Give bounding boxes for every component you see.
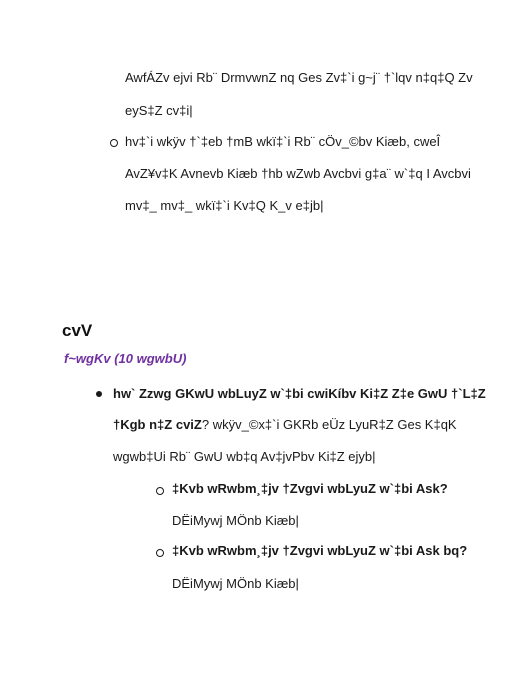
main-bullet-line-1: hw` Zzwg GKwU wbLuyZ w`‡bi cwiKíbv Ki‡Z Z‡e GwU †`L‡Z — [113, 386, 486, 401]
paragraph-line-2: eyS‡Z cv‡i| — [125, 103, 193, 118]
section-subheading: f~wgKv (10 wgwbU) — [64, 351, 187, 366]
main-bullet-line-3: wgwb‡Ui Rb¨ GwU wb‡q Av‡jvPbv Ki‡Z ejyb| — [113, 449, 376, 464]
circle-bullet-icon — [156, 487, 164, 495]
circle-bullet-icon — [110, 139, 118, 147]
main-bullet-line-2: †Kgb n‡Z cviZ? wkÿv_©x‡`i GKRb eÜz LyuR‡Z Ges K‡qK — [113, 417, 457, 432]
bullet-text-line-2: AvZ¥v‡K Avnevb Kiæb †hb wZwb Avcbvi g‡a¨ w`‡q I Avcbvi — [125, 166, 471, 181]
bullet-text-line-1: hv‡`i wkÿv †`‡eb †mB wkï‡`i Rb¨ cÖv_©bv Kiæb, cweÎ — [125, 134, 441, 149]
paragraph-line-1: AwfÁZv ejvi Rb¨ DrmvwnZ nq Ges Zv‡`i g~j¨ †`lqv n‡q‡Q Zv — [125, 70, 473, 85]
bullet-text-line-3: mv‡_ mv‡_ wkï‡`i Kv‡Q K_v e‡jb| — [125, 198, 324, 213]
sub-bullet-question-2: ‡Kvb wRwbm¸‡jv †Zvgvi wbLyuZ w`‡bi Ask bq? — [172, 543, 468, 558]
sub-bullet-question-1: ‡Kvb wRwbm¸‡jv †Zvgvi wbLyuZ w`‡bi Ask? — [172, 481, 448, 496]
circle-bullet-icon — [156, 549, 164, 557]
sub-bullet-answer-1: DËiMywj MÖnb Kiæb| — [172, 513, 299, 528]
sub-bullet-answer-2: DËiMywj MÖnb Kiæb| — [172, 576, 299, 591]
section-heading: cvV — [62, 321, 93, 340]
filled-bullet-icon — [96, 391, 102, 397]
